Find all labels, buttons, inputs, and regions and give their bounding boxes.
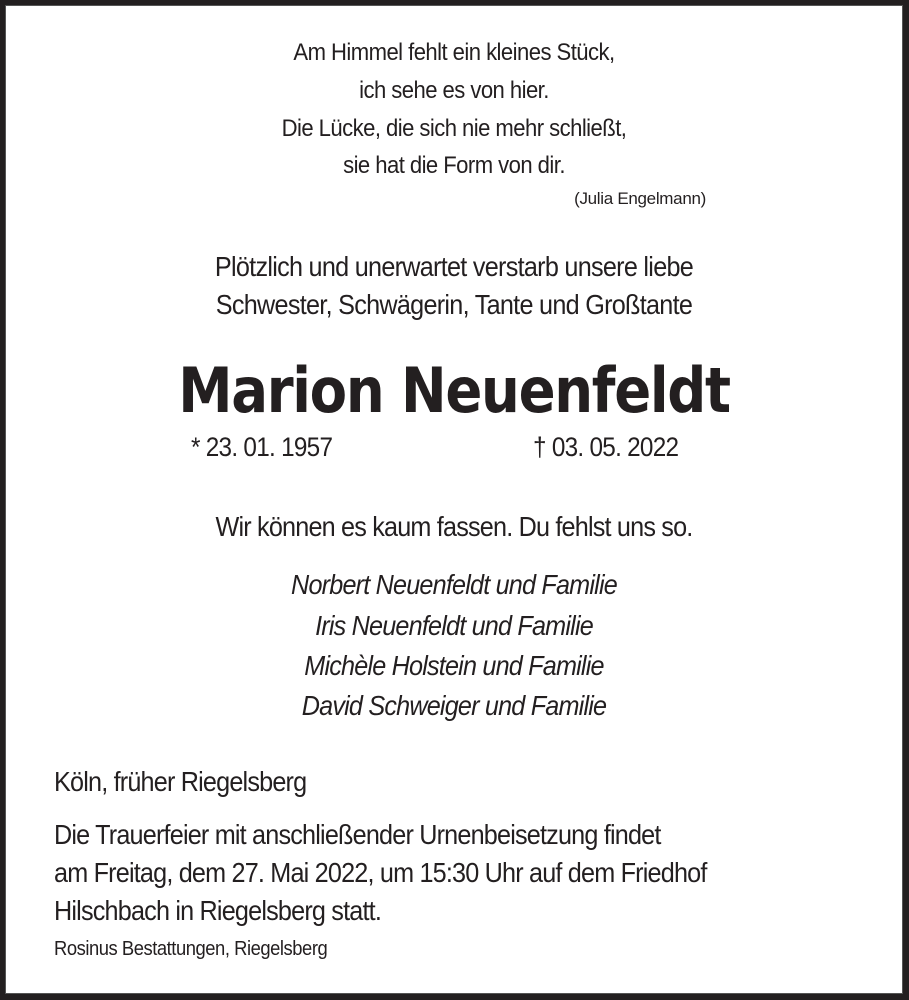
- intro-line: Schwester, Schwägerin, Tante und Großtante: [215, 289, 693, 320]
- deceased-name: Marion Neuenfeldt: [178, 354, 730, 427]
- place: Köln, früher Riegelsberg: [54, 766, 307, 797]
- mourning-quote: Wir können es kaum fassen. Du fehlst uns so.: [215, 511, 693, 542]
- undertaker: Rosinus Bestattungen, Riegelsberg: [54, 938, 328, 960]
- ceremony-line: Hilschbach in Riegelsberg statt.: [54, 895, 382, 926]
- obituary-card: [5, 5, 903, 994]
- mourner: Norbert Neuenfeldt und Familie: [291, 569, 617, 600]
- birth-date: * 23. 01. 1957: [191, 432, 333, 462]
- poem-line: sie hat die Form von dir.: [343, 152, 565, 179]
- ceremony-line: Die Trauerfeier mit anschließender Urnenbeisetzung findet: [54, 819, 661, 850]
- intro-line: Plötzlich und unerwartet verstarb unsere liebe: [214, 251, 694, 282]
- ceremony-line: am Freitag, dem 27. Mai 2022, um 15:30 Uhr auf dem Friedhof: [54, 857, 707, 888]
- mourner: Iris Neuenfeldt und Familie: [315, 610, 593, 641]
- poem-author: (Julia Engelmann): [574, 189, 706, 208]
- poem-line: Am Himmel fehlt ein kleines Stück,: [293, 39, 615, 66]
- death-date: † 03. 05. 2022: [533, 432, 679, 462]
- poem-line: Die Lücke, die sich nie mehr schließt,: [281, 115, 627, 142]
- ceremony-info: [54, 816, 707, 930]
- poem-line: ich sehe es von hier.: [359, 77, 549, 104]
- mourner: Michèle Holstein und Familie: [304, 650, 604, 681]
- mourner: David Schweiger und Familie: [301, 690, 607, 721]
